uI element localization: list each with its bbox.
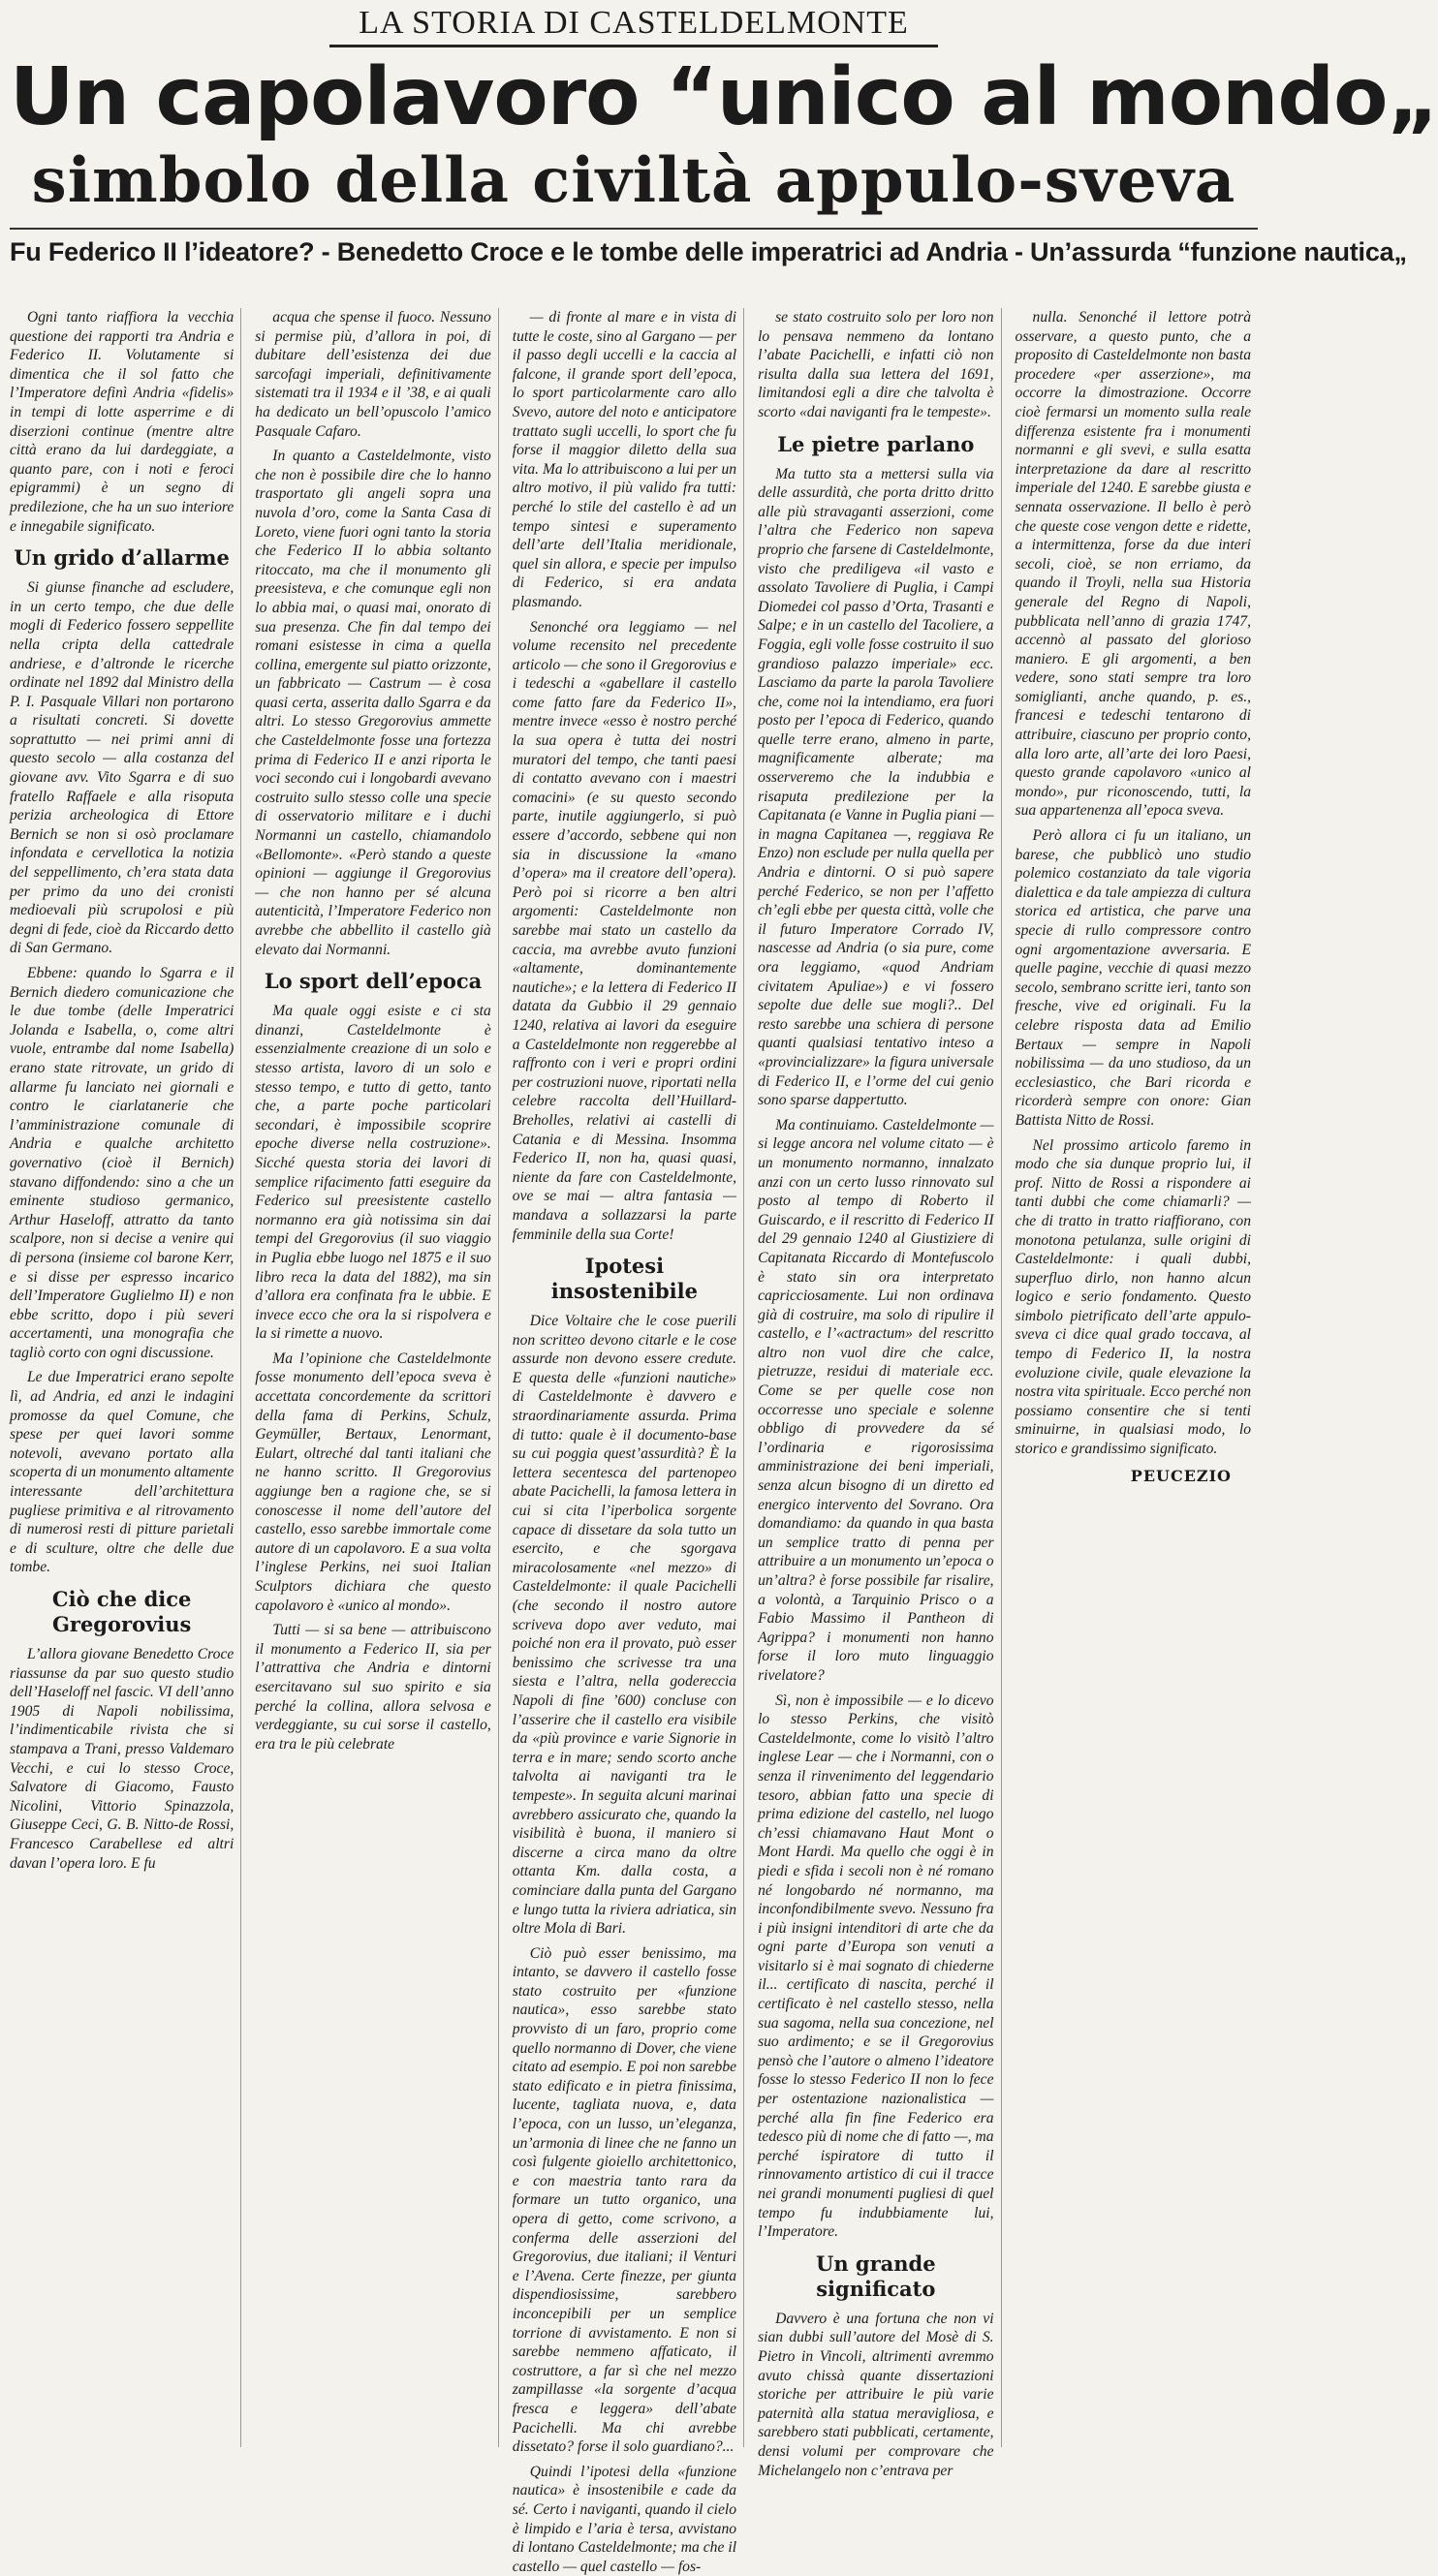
author-signature: PEUCEZIO xyxy=(1130,1466,1232,1485)
paragraph: Davvero è una fortuna che non vi sian dubbi sull’autore del Mosè di S. Pietro in Vincoli, altrimenti avremmo avuto chissà quante dissertazioni storiche per attribuire le più varie paternità alla statua meravigliosa, e sarebbero stati pubblicati, certamente, densi volumi per comprovare che Michelangelo non c’entrava per xyxy=(758,2310,994,2479)
paragraph: Però allora ci fu un italiano, un barese, che pubblicò uno studio polemico costanziato da tale vigoria dialettica e da tale ampiezza di cultura storica ed artistica, che parve una specie di rullo compressore contro ogni argomentazione avversaria. E quelle pagine, vecchie di quasi mezzo secolo, sembrano scritte ieri, tanto son fresche, vive ed originali. Fu la celebre risposta data ad Emilio Bertaux — sempre in Napoli nobilissima — da uno studioso, da un ecclesiastico, che Bari ricorda e ricorderà sempre con onore: Gian Battista Nitto de Rossi. xyxy=(1015,827,1251,1129)
section-heading: Ipotesi insostenibile xyxy=(550,1254,699,1304)
column-1 xyxy=(10,308,241,2447)
paragraph: Ebbene: quando lo Sgarra e il Bernich diedero comunicazione che le due tombe (delle Imperatrici Jolanda e Isabella, o, come altri vuole, entrambe dal nome Isabella) erano state ritrovate, un grido di allarme fu lanciato nei giornali e contro le ciarlatanerie che l’amministrazione comunale di Andria e qualche architetto governativo (cioè il Bernich) stavano diffondendo: sino a che un eminente studioso germanico, Arthur Haseloff, attratto da tanto scalpore, non si decise a venire qui di persona (insieme col barone Kerr, e si disse per espresso incarico dell’Imperatore Guglielmo II) e non ebbe scritto, dopo i più severi accertamenti, una monografia che tagliò corto con ogni discussione. xyxy=(10,965,234,1361)
paragraph: Ogni tanto riaffiora la vecchia questione dei rapporti tra Andria e Federico II. Volutamente si dimentica che il sol fatto che l’Imperatore definì Andria «fidelis» in tempi di lotte asperrime e di diserzioni continue (mentre altre città erano da lui dardeggiate, a quanto pare, con i noti e feroci epigrammi) è un segno di predilezione, che ha un suo interiore e innegabile significato. xyxy=(10,309,234,535)
paragraph: Le due Imperatrici erano sepolte lì, ad Andria, ed anzi le indagini promosse da quel Comune, che spese per quei lavori somme notevoli, avevano portato alla scoperta di un monumento altamente interessante dell’architettura pugliese primitiva e al ritrovamento di numerosi resti di pitture parietali e di sculture, oltre che delle due tombe. xyxy=(10,1369,234,1576)
section-heading: Un grido d’allarme xyxy=(14,545,230,571)
paragraph: Ma continuiamo. Casteldelmonte — si legge ancora nel volume citato — è un monumento normanno, innalzato anzi con un certo lusso rinnovato sul posto al tempo di Roberto il Guiscardo, e il rescritto di Federico II del 29 gennaio 1240 al Giustiziere di Capitanata Riccardo di Montefuscolo è stato sin ora interpretato capricciosamente. Lui non ordinava già di costruire, ma solo di ripulire il castello, e l’«actractum» del rescritto altro non vuol dire che calce, pietruzze, residui di materiale ecc. Come se per quelle cose non occorresse uno speciale e solenne obbligo di provvedere da sé l’ordinaria e rigorosissima amministrazione dei beni imperiali, senza alcun bisogno di un diretto ed energico intervento del Sovrano. Ora domandiamo: da quando in qua basta un semplice tratto di penna per attribuire a un monumento un’epoca o un’altra? è forse possibile far risalire, a volontà, a Tarquinio Prisco o a Fabio Massimo il Pantheon di Agrippa? i monumenti non hanno forse il loro muto linguaggio rivelatore? xyxy=(758,1116,994,1684)
section-kicker: LA STORIA DI CASTELDELMONTE xyxy=(329,0,938,47)
paragraph: Ma quale oggi esiste e ci sta dinanzi, Casteldelmonte è essenzialmente creazione di un solo e stesso artista, lavoro di un solo e stesso tempo, e tutto di getto, tanto che, a parte poche particolari secondari, è impossibile scoprire epoche diverse nella costruzione». Sicché questa storia dei lavori di semplice rifacimento fatti eseguire da Federico sul preesistente castello normanno era già notissima sin dai tempi del Gregorovius (il suo viaggio in Puglia ebbe luogo nel 1875 e il suo libro reca la data del 1882), ma sin d’allora era confinata fra le ubbie. E invece ecco che ora la si rispolvera e la si rimette a nuovo. xyxy=(255,1003,491,1343)
paragraph: acqua che spense il fuoco. Nessuno si permise più, d’allora in poi, di dubitare dell’esistenza dei due sarcofagi imperiali, definitivamente sistemati tra il 1934 e il ’38, e ai quali ha dedicato un bell’opuscolo l’amico Pasquale Cafaro. xyxy=(255,309,491,440)
paragraph: Quindi l’ipotesi della «funzione nautica» è insostenibile e cade da sé. Certo i naviganti, quando il cielo è limpido e l’aria è tersa, avvistano di lontano Casteldelmonte; ma che il castello — quel castello — fos- xyxy=(512,2463,737,2575)
section-heading: Un grande significato xyxy=(816,2250,936,2301)
paragraph: — di fronte al mare e in vista di tutte le coste, sino al Gargano — per il passo degli uccelli e la caccia al falcone, il grande sport dell’epoca, lo sport particolarmente caro allo Svevo, autore del noto e anticipatore trattato sugli uccelli, lo sport che fu forse il maggior diletto della sua vita. Ma lo attribuiscono a lui per un altro motivo, il più valido fra tutti: perché lo stile del castello è ad un tempo sintesi e superamento dell’arte dell’Italia meridionale, quel sin allora, e specie per impulso di Federico, si era andata plasmando. xyxy=(512,309,737,610)
paragraph: Ciò può esser benissimo, ma intanto, se davvero il castello fosse stato costruito per «funzione nautica», esso sarebbe stato provvisto di un faro, proprio come quello normanno di Dover, che viene citato ad esempio. E poi non sarebbe stato edificato e in pietra finissima, lucente, tagliata nuova, e, data l’epoca, con un lusso, un’eleganza, un’armonia di linee che ne fanno un così fulgente gioiello architettonico, e con maestria tanto rara da formare un tutto organico, una opera di getto, come scrivono, a conferma delle asserzioni del Gregorovius, due italiani; il Venturi e l’Avena. Certe finezze, per giunta dispendiosissime, sarebbero inconcepibili per un semplice torrione di avvistamento. E non si sarebbe nemmeno affaticato, il costruttore, a far sì che nel mezzo zampillasse «la sorgente d’acqua fresca e leggera» dell’abate Pacichelli. Ma chi avrebbe dissetato? forse il solo guardiano?... xyxy=(512,1944,737,2456)
subheadline: simbolo della civiltà appulo-sveva xyxy=(31,144,1236,217)
section-heading: Lo sport dell’epoca xyxy=(264,969,483,994)
paragraph: Dice Voltaire che le cose puerili non scritteo devono citarle e le cose assurde non devono essere credute. E questa delle «funzioni nautiche» di Casteldelmonte è davvero e straordinariamente assurda. Prima di tutto: quale è il documento-base su cui poggia quest’assurdità? È la lettera secentesca del partenopeo abate Pacichelli, la famosa lettera in cui si cita l’iperbolica sorgente capace di dissetare da sola tutto un esercito, e che sgorgava miracolosamente «nel mezzo» di Casteldelmonte: il quale Pacichelli (che secondo il nostro autore scriveva dopo aver veduto, mai poiché non era il provato, può esser benissimo che scrivesse tra una siesta e l’altra, nella godereccia Napoli di fine ’600) concluse con l’asserire che il castello era visibile da «più province e varie Signorie in terra e in mare; sendo scorto anche talvolta ai naviganti tra le tempeste». In seguita alcuni marinai avrebbero assicurato che, quando la visibilità è buona, il maniero si discerne a circa mano da oltre ottanta Km. dalla costa, a cominciare dalla punta del Gargano e lungo tutta la riviera adriatica, sin oltre Mola di Bari. xyxy=(512,1313,737,1938)
column-5 xyxy=(1016,308,1258,2447)
paragraph: Senonché ora leggiamo — nel volume recensito nel precedente articolo — che sono il Gregorovius e i tedeschi a «gabellare il castello come fatto fare da Federico II», mentre invece «esso è nostro perché la sua opera è tutta dei nostri muratori del tempo, che tanti paesi di contatto avevano con i maestri comacini» (e su questo secondo parte, inutile aggiungerlo, si può essere d’accordo, sebbene qui non sia in discussione la «mano d’opera» ma il creatore dell’opera). Però poi si ricorre a ben altri argomenti: Casteldelmonte non sarebbe mai stato un castello da caccia, ma avrebbe avuto funzioni «altamente, dominantemente nautiche»; e la lettera di Federico II datata da Gubbio il 29 gennaio 1240, relativa ai lavori da eseguire a Casteldelmonte non reggerebbe al raffronto con i veri e propri ordini per costruzioni nuove, riportati nella celebre raccolta dell’Huillard-Breholles, relativi ai castelli di Catania e di Messina. Insomma Federico II, non ha, quasi quasi, niente da fare con Casteldelmonte, ove se mai — altra fantasia — mandava a sollazzarsi la parte femminile della sua Corte! xyxy=(512,618,737,1243)
paragraph: L’allora giovane Benedetto Croce riassunse da par suo questo studio dell’Haseloff nel fascic. VI dell’anno 1905 di Napoli nobilissima, l’indimenticabile rivista che si stampava a Trani, presso Valdemaro Vecchi, e cui lo stesso Croce, Salvatore di Giacomo, Fausto Nicolini, Vittorio Spinazzola, Giuseppe Ceci, G. B. Nitto-de Rossi, Francesco Carabellese ed altri davan l’opera loro. E fu xyxy=(10,1646,234,1872)
section-heading: Le pietre parlano xyxy=(777,431,975,456)
paragraph: Ma tutto sta a mettersi sulla via delle assurdità, che porta dritto dritto alle più stravaganti asserzioni, come l’altra che Federico non sapeva proprio che farsene di Casteldelmonte, visto che prediligeva «il vasto e assolato Tavoliere di Puglia, i Campi Diomedei col passo d’Orta, Trasanti e Salpe; e in un castello del Tacoliere, a Foggia, egli volle fosse costruito il suo grandioso palazzo imperiale» ecc. Lasciamo da parte la parola Tavoliere che, come noi la intendiamo, era fuori posto per l’epoca di Federico, quando quelle terre erano, almeno in parte, magnificamente alberate; ma osserveremo che la indubbia e risaputa predilezione per la Capitanata (e Vanne in Puglia piani — in magna Capitanea —, reggiava Re Enzo) non esclude per nulla quella per Andria e dintorni. O si può sapere perché Federico, se non per l’affetto ch’egli ebbe per questa città, volle che il futuro Imperatore Corrado IV, nascesse ad Andria (o sia pure, come ora leggiamo, «quod Andriam civitatem Apuliae») e vi fossero sepolte due delle sue mogli?.. Del resto sarebbe una schiera di persone quanti qualsiasi tentativo inteso a «provincializzare» la figura universale di Federico II, e l’orme del cui genio sono sparse dappertutto. xyxy=(758,465,994,1109)
column-3 xyxy=(512,308,744,2575)
paragraph: Ma l’opinione che Casteldelmonte fosse monumento dell’epoca sveva è accettata concordemente da scrittori della fama di Perkins, Schulz, Geymüller, Bertaux, Lenormant, Eulart, oltreché dal tanti italiani che ne hanno scritto. Il Gregorovius aggiunge ben a ragione che, se si conoscesse il nome dell’autore del castello, esso sarebbe immortale come autore di un capolavoro. E a sua volta l’inglese Perkins, nei suoi Italian Sculptors dichiara che questo capolavoro è «unico al mondo». xyxy=(255,1350,491,1614)
paragraph: Si giunse finanche ad escludere, in un certo tempo, che due delle mogli di Federico fossero seppellite nella cripta della cattedrale andriese, e d’altronde le ricerche ordinate nel 1892 dal Ministro della P. I. Pasquale Villari non portarono a risultati concreti. Si dovette soprattutto — nei primi anni di questo secolo — alla costanza del giovane avv. Vito Sgarra e di suo fratello Raffaele e alla risoputa perizia archeologica di Ettore Bernich se non si osò proclamare infondata e cervellotica la notizia del seppellimento, ch’era stata data per primo da uno dei cronisti medioevali più scrupolosi e più degni di fede, cioè da Riccardo detto di San Germano. xyxy=(10,579,234,957)
paragraph: se stato costruito solo per loro non lo pensava nemmeno da lontano l’abate Pacichelli, e infatti ciò non risulta dalla sua lettera del 1691, limitandosi egli a dire che talvolta è scorto «dai naviganti fra le tempeste». xyxy=(758,309,994,420)
article-body xyxy=(10,308,1258,2575)
headline: Un capolavoro “unico al mondo„ xyxy=(10,51,1438,143)
paragraph: nulla. Senonché il lettore potrà osservare, a questo punto, che a proposito di Casteldelmonte non basta procedere «per asserzione», ma occorre la dimostrazione. Occorre cioè fermarsi un momento sulla reale differenza esistente fra i monumenti normanni e gli svevi, e sulla esatta interpretazione da dare al rescritto imperiale del 1240. E sarebbe giusta e sennata osservazione. Il bello è però che queste cose vengon dette e ridette, a intermittenza, forse da due interi secoli, cioè, se non erriamo, da quando il Troyli, nella sua Historia generale del Regno di Napoli, pubblicata nell’anno di grazia 1747, accennò al passato del glorioso maniero. E gli argomenti, a ben vedere, sono stati sempre tra loro somiglianti, anche quando, p. es., francesi e tedeschi tentarono di attribuire, ciascuno per proprio conto, alla loro arte, all’arte dei loro Paesi, questo grande capolavoro «unico al mondo», pur riconoscendo, tutti, la sua appartenenza all’epoca sveva. xyxy=(1015,309,1251,820)
column-2 xyxy=(255,308,498,2447)
paragraph: Sì, non è impossibile — e lo dicevo lo stesso Perkins, che visitò Casteldelmonte, come lo visitò l’altro inglese Lear — che i Normanni, con o senza il rinvenimento del leggendario tesoro, abbian fatto una specie di prima edizione del castello, nel luogo ch’essi chiamavano Haut Mont o Mont Hardi. Ma quello che oggi è in piedi e sfida i secoli non è né romano né longobardo né normanno, ma inconfondibilmente svevo. Nessuno fra i più insigni intenditori di arte che da ogni parte d’Europa son venuti a visitarlo si è mai sognato di chiederne il... certificato di nascita, perché il certificato è nel castello stesso, nella sua sagoma, nella sua concezione, nel suo ardimento; e se il Gregorovius pensò che l’autore o almeno l’ideatore fosse lo stesso Federico II non lo fece per ostentazione nazionalistica — perché alla fin fine Federico era tedesco più di nome che di fatto —, ma perché ispiratore di tutto il rinnovamento artistico di cui il tracce nei grandi monumenti pugliesi di quel tempo fu indubbiamente lui, l’Imperatore. xyxy=(758,1691,994,2241)
paragraph: Tutti — si sa bene — attribuiscono il monumento a Federico II, sia per l’attrattiva che Andria e dintorni esercitavano sul suo spirito e sia perché la collina, allora selvosa e verdeggiante, su cui sorse il castello, era tra le più celebrate xyxy=(255,1622,491,1753)
deck: Fu Federico II l’ideatore? - Benedetto Croce e le tombe delle imperatrici ad Andria - Un’assurda “funzione nautica„ xyxy=(10,237,1407,266)
section-heading: Ciò che dice Gregorovius xyxy=(51,1587,192,1636)
column-4 xyxy=(758,308,1001,2479)
paragraph: Nel prossimo articolo faremo in modo che sia dunque proprio lui, il prof. Nitto de Rossi a rispondere ai tanti dubbi che come chiamarli? — che di tratto in tratto riaffiorano, con monotona petulanza, sulle origini di Casteldelmonte: i quali dubbi, superfluo dirlo, non hanno alcun logico e serio fondamento. Questo simbolo pietrificato dell’arte appulo-sveva ci dice qual grado toccava, al tempo di Federico II, la nostra evoluzione civile, quale elevazione la nostra vita spirituale. Ecco perché non possiamo consentire che si tenti sminuirne, in qualsiasi modo, lo storico e grandissimo significato. xyxy=(1015,1136,1251,1458)
paragraph: In quanto a Casteldelmonte, visto che non è possibile dire che lo hanno trasportato gli angeli sopra una nuvola d’oro, come la Santa Casa di Loreto, viene fuori ogni tanto la storia che Federico II lo abbia soltanto ritoccato, ma che il monumento gli preesisteva, e che comunque egli non lo abbia mai, o quasi mai, onorato di sua presenza. Che fin dal tempo dei romani esistesse in cima a quella collina, emergente sul piatto orizzonte, un fabbricato — Castrum — è cosa quasi certa, asserita dallo Sgarra e da altri. Lo stesso Gregorovius ammette che Casteldelmonte fosse una fortezza prima di Federico II e anzi riporta le voci secondo cui i longobardi avevano costruito sullo stesso colle una specie di osservatorio militare e i duchi Normanni un castello, chiamandolo «Bellomonte». «Però stando a queste opinioni — aggiunge il Gregorovius — che non hanno per sé alcuna autenticità, l’Imperatore Federico non avrebbe che abbellito il castello già elevato dai Normanni. xyxy=(255,448,491,958)
header-rule xyxy=(10,228,1258,230)
